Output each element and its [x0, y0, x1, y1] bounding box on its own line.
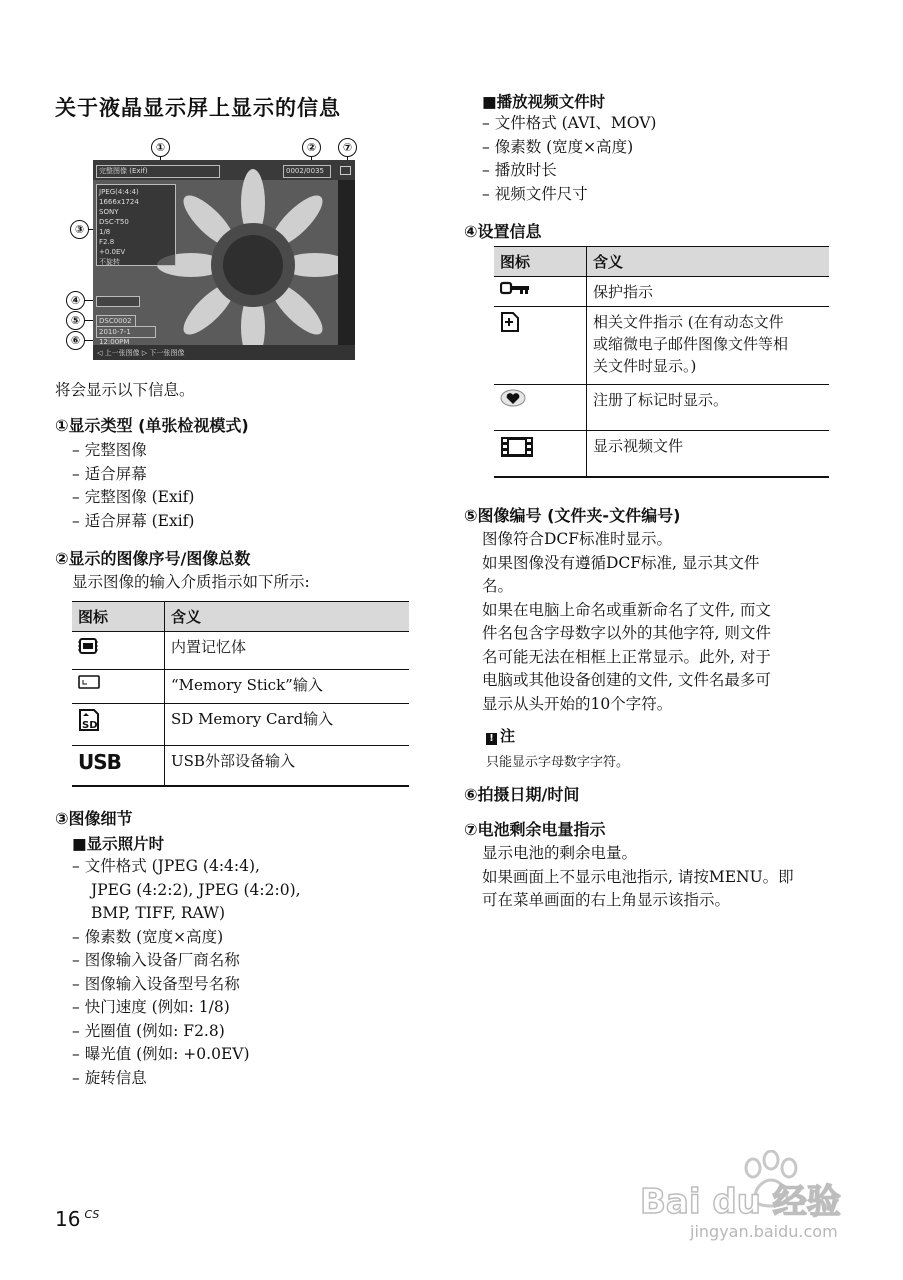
usb-icon: USB	[78, 750, 121, 774]
section3-sub: ■显示照片时	[72, 835, 165, 853]
list-item: – 适合屏幕	[72, 463, 194, 487]
section5-heading: ⑤图像编号 (文件夹-文件编号)	[464, 506, 681, 525]
sd-card-icon	[78, 708, 100, 732]
table-header-meaning: 含义	[587, 247, 830, 277]
list-item: – 旋转信息	[72, 1067, 301, 1091]
callout-2: ②	[302, 138, 321, 157]
osd-datetime: 2010-7-1 12:00PM	[96, 326, 156, 338]
table-cell: 内置记忆体	[165, 632, 410, 670]
section3-heading: ③图像细节	[55, 809, 133, 828]
callout-4: ④	[66, 291, 85, 310]
intro-text: 将会显示以下信息。	[55, 381, 195, 399]
list-item: – 文件格式 (JPEG (4:4:4),	[72, 855, 301, 879]
media-icon-table	[72, 601, 409, 787]
note-heading: ! 注	[486, 725, 515, 746]
page-number: 16 $^{CS}$	[55, 1207, 100, 1231]
section7-heading: ⑦电池剩余电量指示	[464, 820, 606, 839]
table-cell: 注册了标记时显示。	[587, 385, 830, 431]
section3-list	[72, 855, 301, 1090]
callout-7: ⑦	[338, 138, 357, 157]
osd-navigation: ◁ 上一张图像 ▷ 下一张图像	[97, 349, 185, 357]
table-header-icon: 图标	[72, 602, 165, 632]
section5-text: 图像符合DCF标准时显示。 如果图像没有遵循DCF标准, 显示其文件 名。 如果在电脑上命名或重新命名了文件, 而文 件名包含字母数字以外的其他字符, 则文件 名可能无法在相框上正常显示。此外, 对于 电脑或其他设备创建的文件, 文件名最多可 显示从头开始的10个字符。	[482, 530, 771, 713]
list-item: – 适合屏幕 (Exif)	[72, 510, 194, 534]
section1-heading: ①显示类型 (单张检视模式)	[55, 416, 249, 435]
list-item: BMP, TIFF, RAW)	[91, 904, 226, 922]
protect-key-icon	[500, 281, 530, 295]
list-item: – 像素数 (宽度×高度)	[482, 136, 656, 160]
section4-heading: ④设置信息	[464, 222, 542, 241]
callout-1: ①	[151, 138, 170, 157]
svg-text:SD: SD	[82, 720, 98, 731]
note-icon: !	[486, 733, 497, 745]
table-header-meaning: 含义	[165, 602, 410, 632]
section2-heading: ②显示的图像序号/图像总数	[55, 549, 251, 568]
settings-icon-table	[494, 246, 829, 478]
battery-icon	[340, 166, 351, 175]
table-cell: 或缩微电子邮件图像文件等相	[593, 335, 789, 353]
list-item: – 光圈值 (例如: F2.8)	[72, 1020, 301, 1044]
list-item: – 完整图像 (Exif)	[72, 486, 194, 510]
callout-3: ③	[70, 220, 89, 239]
table-cell: “Memory Stick”输入	[165, 670, 410, 704]
table-header-icon: 图标	[494, 247, 587, 277]
osd-settings-icons	[96, 296, 140, 307]
section2-desc: 显示图像的输入介质指示如下所示:	[72, 573, 310, 591]
section6-heading: ⑥拍摄日期/时间	[464, 785, 580, 804]
list-item: – 文件格式 (AVI、MOV)	[482, 112, 656, 136]
table-cell: 相关文件指示 (在有动态文件	[593, 313, 784, 331]
osd-filename: DSC0002	[96, 315, 136, 327]
internal-memory-icon	[78, 636, 98, 656]
note-text: 只能显示字母数字字符。	[486, 755, 630, 770]
list-item: – 图像输入设备厂商名称	[72, 949, 301, 973]
memory-stick-icon	[78, 674, 100, 690]
related-file-icon	[500, 311, 520, 333]
lcd-screen	[93, 160, 355, 360]
table-cell: USB外部设备输入	[165, 746, 410, 786]
table-cell: 保护指示	[587, 277, 830, 307]
list-item: – 像素数 (宽度×高度)	[72, 926, 301, 950]
list-item: JPEG (4:2:2), JPEG (4:2:0),	[91, 880, 301, 899]
osd-display-type: 完整图像 (Exif)	[96, 165, 220, 178]
osd-details: JPEG(4:4:4) 1666x1724 SONY DSC-T50 1/8 F2.8 +0.0EV 不旋转	[96, 184, 176, 266]
baidu-watermark	[640, 1150, 880, 1250]
list-item: – 快门速度 (例如: 1/8)	[72, 996, 301, 1020]
table-cell: SD Memory Card输入	[165, 704, 410, 746]
watermark-url: jingyan.baidu.com	[690, 1222, 838, 1241]
page-title: 关于液晶显示屏上显示的信息	[55, 96, 341, 120]
film-icon	[500, 435, 534, 459]
section7-text: 显示电池的剩余电量。 如果画面上不显示电池指示, 请按MENU。即 可在菜单画面的右上角显示该指示。	[482, 844, 794, 909]
list-item: – 图像输入设备型号名称	[72, 973, 301, 997]
list-item: – 完整图像	[72, 439, 194, 463]
list-item: – 视频文件尺寸	[482, 183, 656, 207]
list-item: – 播放时长	[482, 159, 656, 183]
section3b-sub: ■播放视频文件时	[482, 93, 606, 111]
callout-5: ⑤	[66, 311, 85, 330]
osd-counter: 0002/0035	[283, 165, 331, 178]
watermark-brand: Bai du 经验	[640, 1182, 841, 1222]
list-item: – 曝光值 (例如: +0.0EV)	[72, 1043, 301, 1067]
section3b-list	[482, 112, 656, 206]
callout-6: ⑥	[66, 331, 85, 350]
heart-mark-icon	[500, 389, 526, 407]
table-cell: 关文件时显示。)	[593, 357, 697, 375]
table-cell: 显示视频文件	[587, 431, 830, 477]
section1-list	[72, 439, 194, 533]
